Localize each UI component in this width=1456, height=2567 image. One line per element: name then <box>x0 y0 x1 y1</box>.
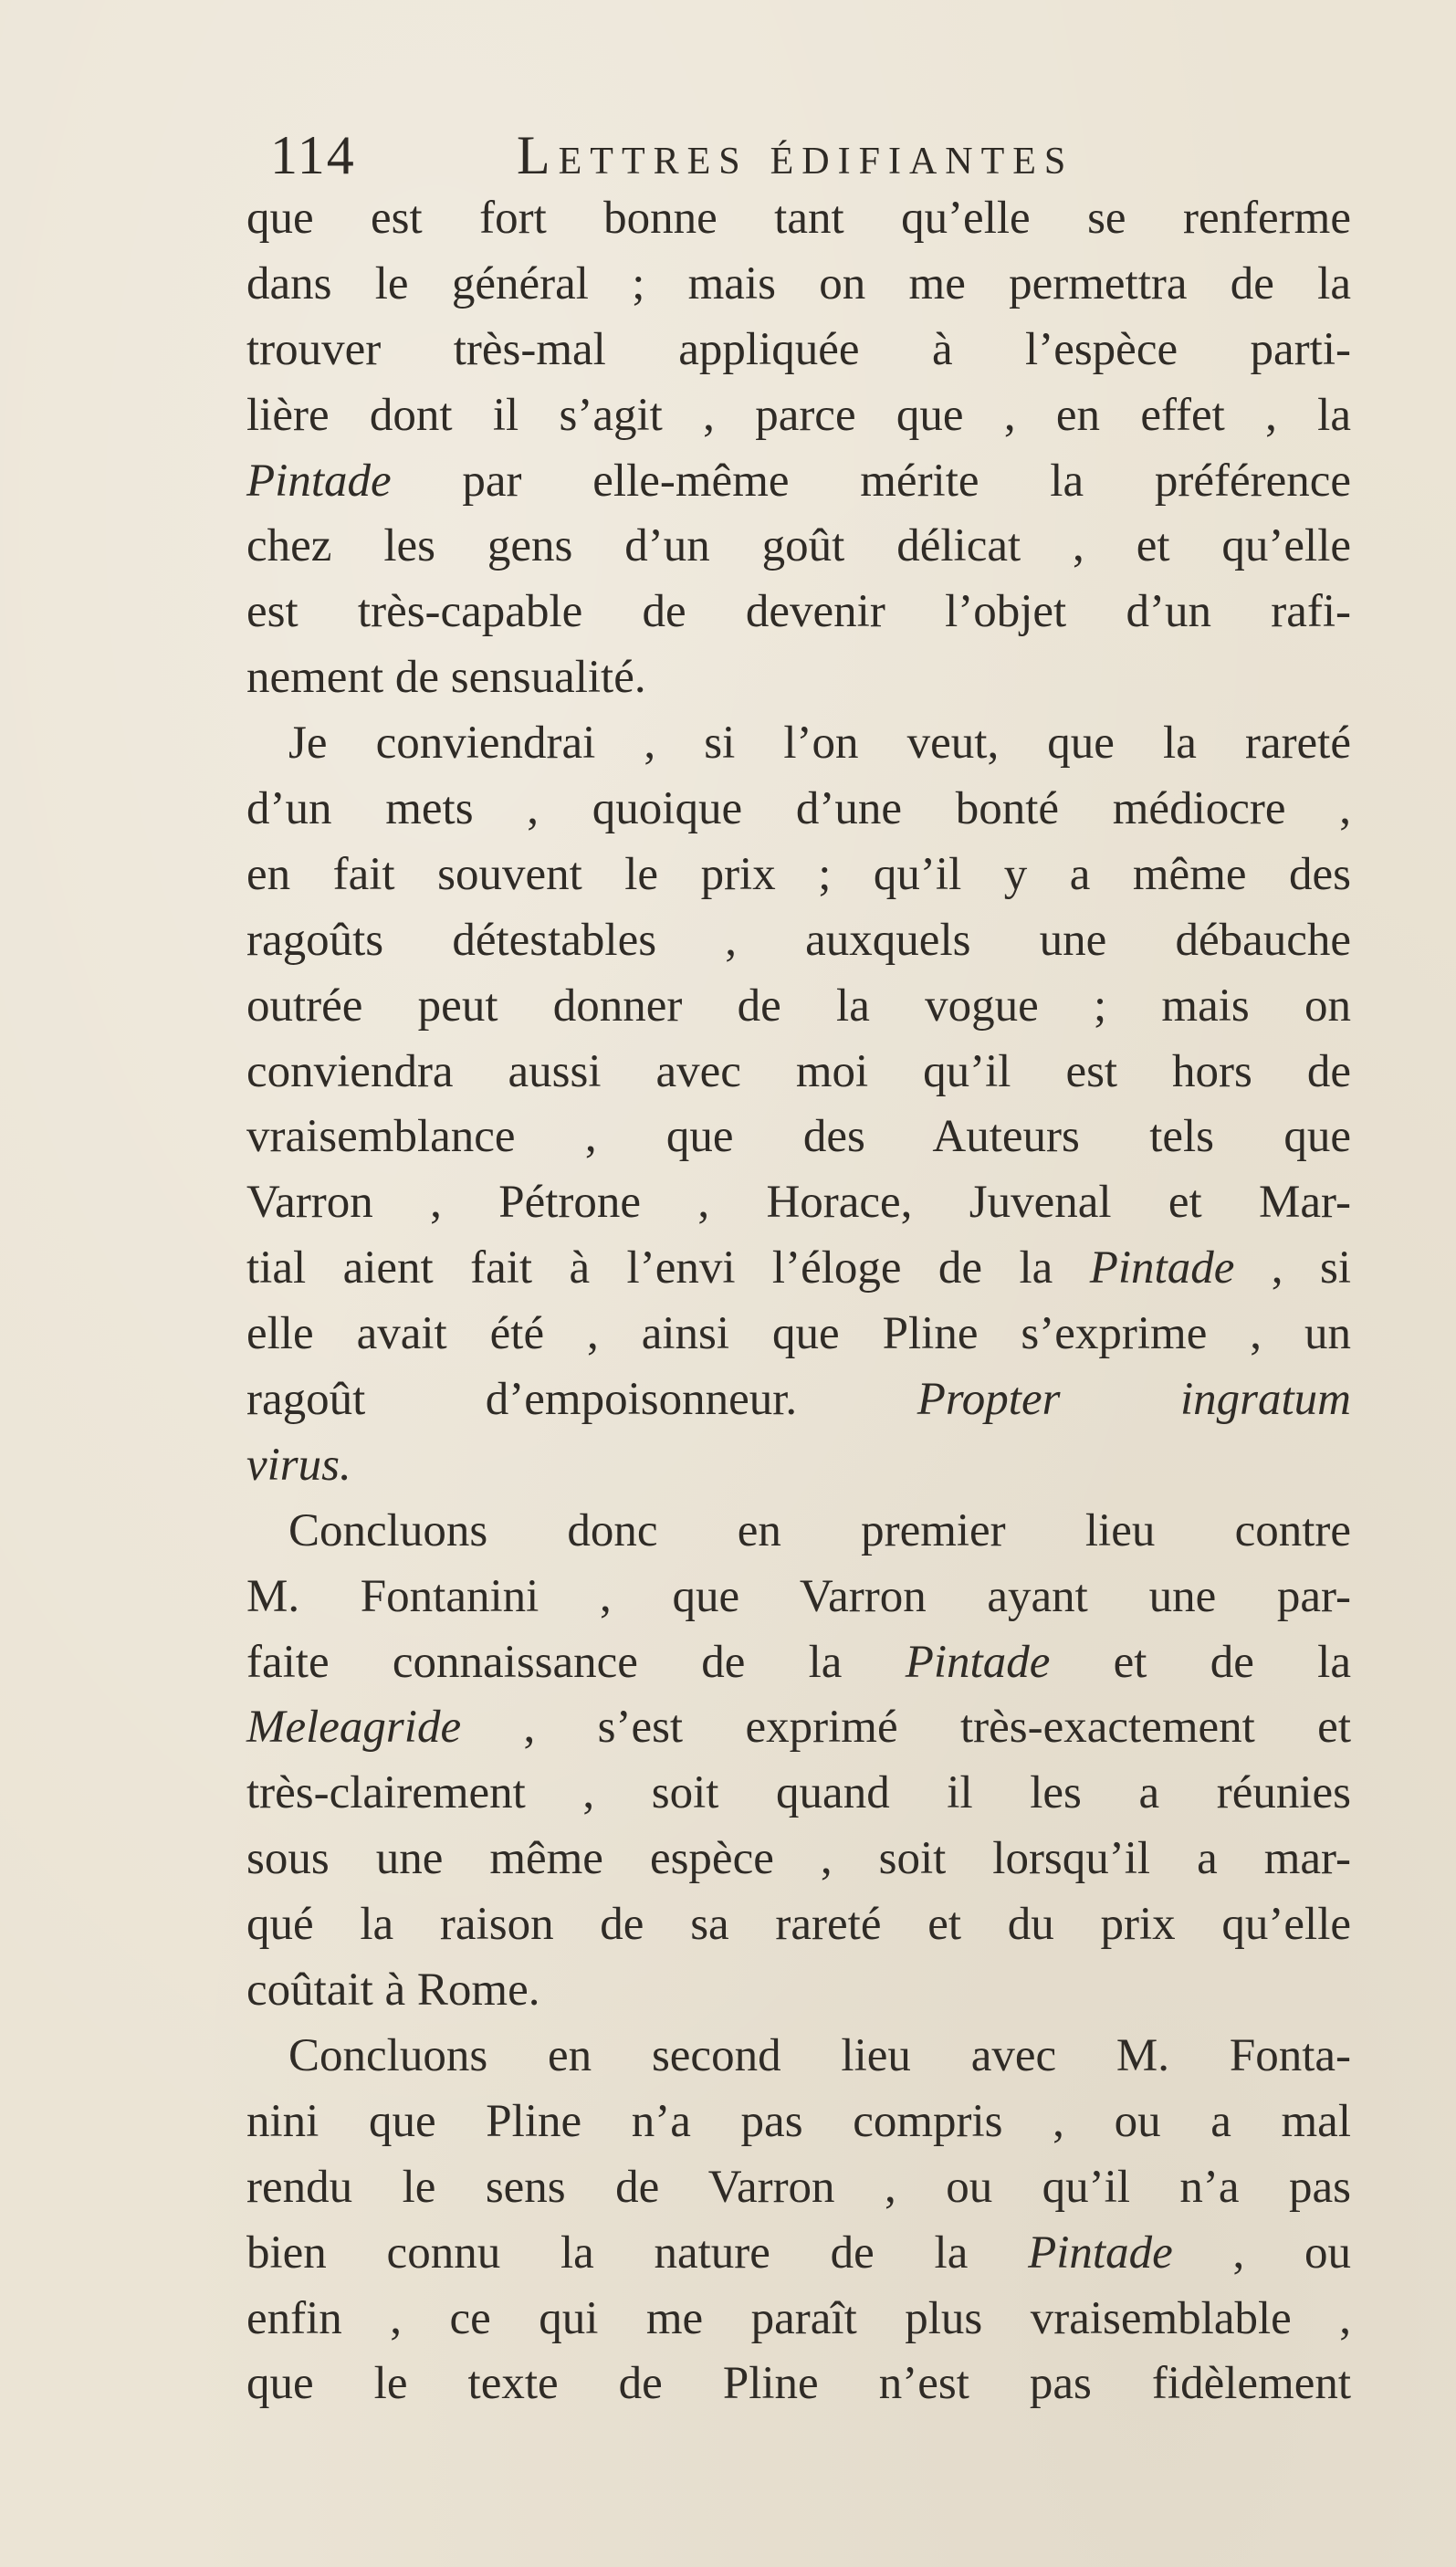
text-line: dans le général ; mais on me permettra de la <box>246 257 1351 309</box>
running-title: Lettres édifiantes <box>517 125 1074 185</box>
text-line: est très-capable de devenir l’objet d’un rafi- <box>246 586 1351 638</box>
paragraph-start-line: Je conviendrai , si l’on veut, que la rareté <box>288 718 1351 770</box>
text-line: Varron , Pétrone , Horace, Juvenal et Mar- <box>246 1177 1351 1229</box>
paragraph-start-line: Concluons donc en premier lieu contre <box>288 1504 1351 1556</box>
text-line: enfin , ce qui me paraît plus vraisemblable , <box>246 2292 1351 2344</box>
text-line: ragoût d’empoisonneur. Propter ingratum <box>246 1374 1352 1426</box>
text-line: tial aient fait à l’envi l’éloge de la Pintade , si <box>246 1242 1351 1294</box>
text-line: virus. <box>246 1439 351 1491</box>
text-line: nement de sensualité. <box>246 652 646 704</box>
text-line: coûtait à Rome. <box>246 1965 540 2017</box>
text-line: en fait souvent le prix ; qu’il y a même des <box>246 848 1351 900</box>
text-line: vraisemblance , que des Auteurs tels que <box>246 1111 1351 1163</box>
text-line: outrée peut donner de la vogue ; mais on <box>246 980 1351 1032</box>
text-line: chez les gens d’un goût délicat , et qu’elle <box>246 520 1351 572</box>
text-line: que est fort bonne tant qu’elle se renferme <box>246 193 1351 244</box>
page-number: 114 <box>270 125 356 185</box>
text-line: d’un mets , quoique d’une bonté médiocre , <box>246 783 1351 835</box>
text-line: trouver très-mal appliquée à l’espèce parti- <box>246 323 1351 375</box>
text-line: que le texte de Pline n’est pas fidèlement <box>246 2358 1351 2410</box>
text-line: elle avait été , ainsi que Pline s’exprime , un <box>246 1308 1351 1360</box>
text-line: bien connu la nature de la Pintade , ou <box>246 2226 1351 2279</box>
text-line: nini que Pline n’a pas compris , ou a mal <box>246 2095 1351 2147</box>
text-line: M. Fontanini , que Varron ayant une par- <box>246 1570 1351 1622</box>
text-line: sous une même espèce , soit lorsqu’il a mar- <box>246 1833 1351 1885</box>
text-line: conviendra aussi avec moi qu’il est hors de <box>246 1045 1351 1097</box>
text-line: Meleagride , s’est exprimé très-exactement et <box>246 1702 1351 1754</box>
text-line: Pintade par elle-même mérite la préférence <box>246 455 1351 507</box>
text-line: très-clairement , soit quand il les a réunies <box>246 1767 1351 1819</box>
text-line: ragoûts détestables , auxquels une débauche <box>246 914 1351 966</box>
text-line: lière dont il s’agit , parce que , en effet , la <box>246 389 1351 441</box>
paragraph-start-line: Concluons en second lieu avec M. Fonta- <box>288 2029 1351 2081</box>
body-text <box>246 186 1351 2417</box>
text-line: faite connaissance de la Pintade et de la <box>246 1636 1351 1688</box>
text-line: qué la raison de sa rareté et du prix qu’elle <box>246 1899 1351 1951</box>
text-line: rendu le sens de Varron , ou qu’il n’a pas <box>246 2161 1351 2213</box>
